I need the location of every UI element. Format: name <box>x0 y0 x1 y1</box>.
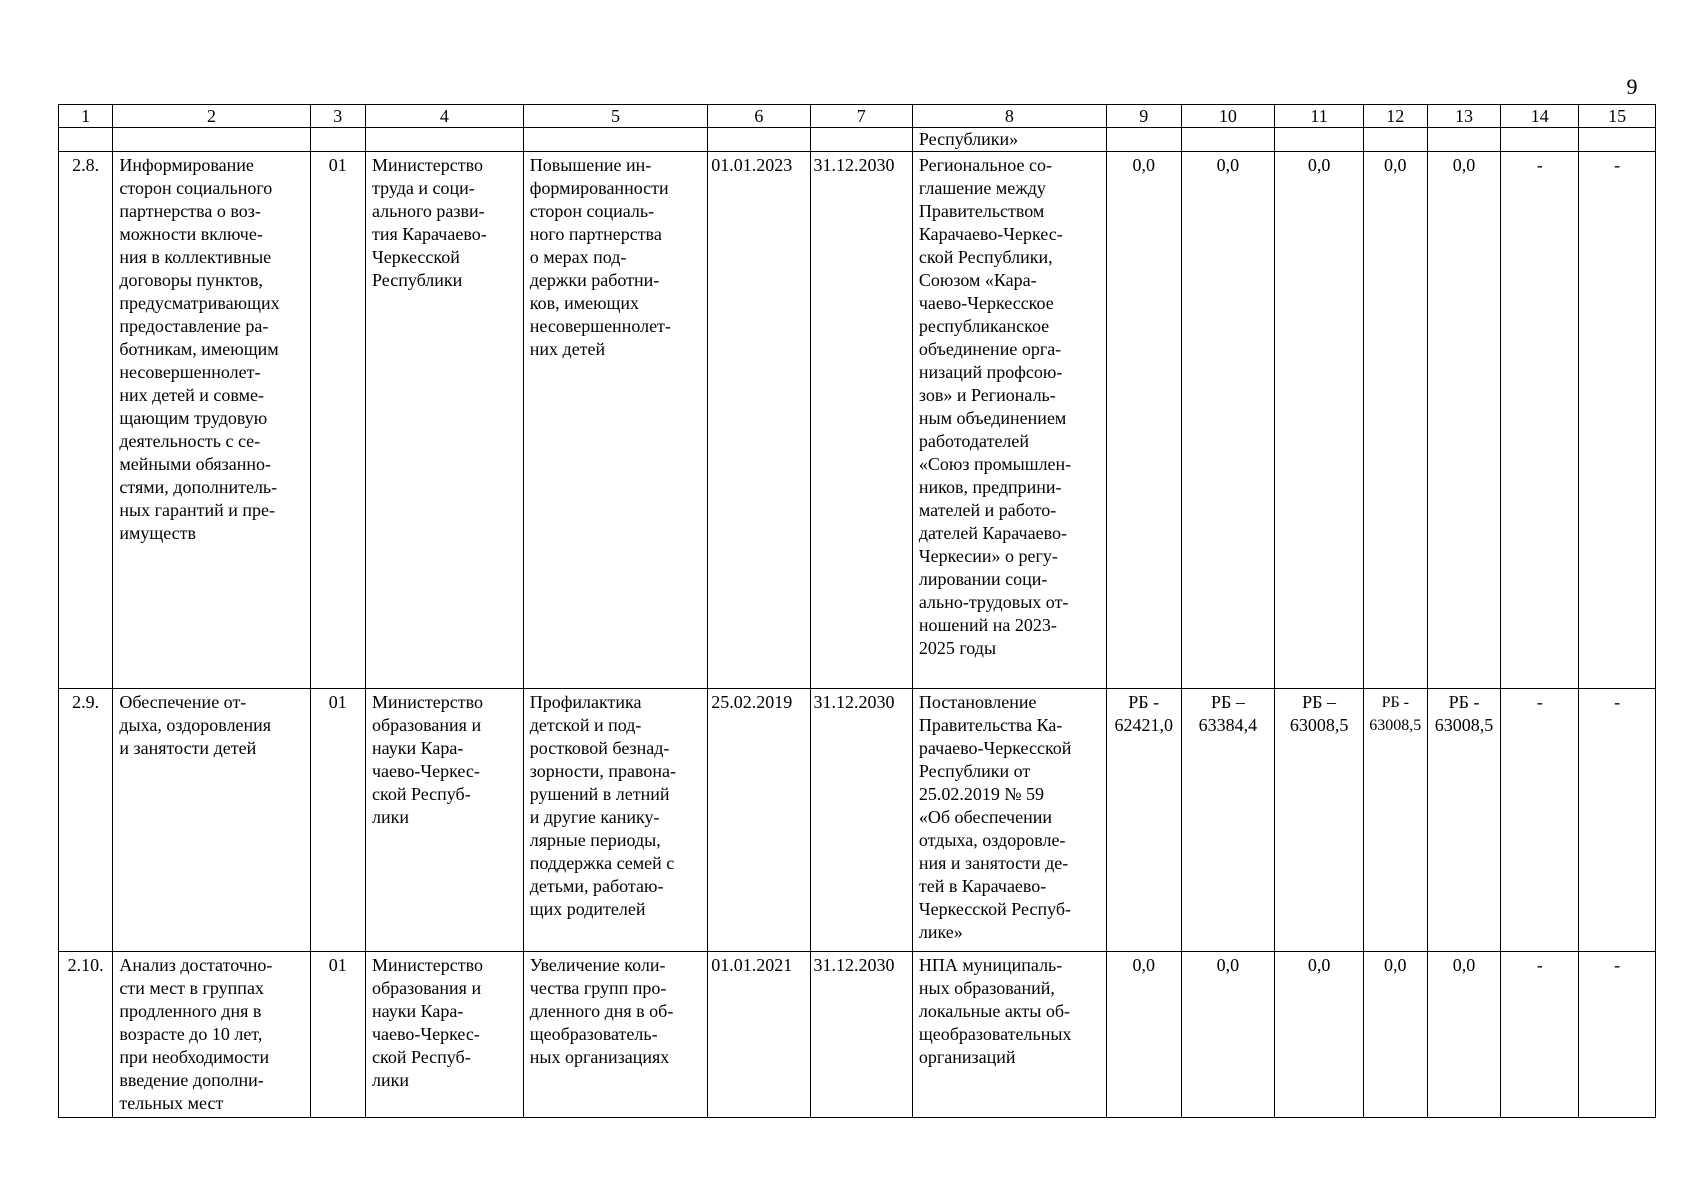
activity-description: Информирование сторон социального партнерства о воз- можности включе- ния в коллективные договоры пунктов, предусматривающих предоставление ра- ботникам, имеющим несовершеннолет- них детей и совме- щающим трудовую деятельность с се- мейными обязанно- стями, дополнитель- ных гарантий и пре- имуществ <box>113 152 310 689</box>
column-number: 5 <box>523 105 707 128</box>
funding-col11: РБ – 63008,5 <box>1275 689 1363 952</box>
funding-col13: РБ - 63008,5 <box>1427 689 1501 952</box>
start-date: 01.01.2023 <box>708 152 810 689</box>
column-number: 7 <box>810 105 912 128</box>
expected-result: Повышение ин- формированности сторон социаль- ного партнерства о мерах под- держки работни- ков, имеющих несовершеннолет- них детей <box>523 152 707 689</box>
funding-col11: 0,0 <box>1275 952 1363 1118</box>
funding-col15: - <box>1579 952 1656 1118</box>
expected-result: Увеличение коли- чества групп про- дленного дня в об- щеобразователь- ных организациях <box>523 952 707 1118</box>
funding-col10: 0,0 <box>1181 952 1275 1118</box>
column-number: 13 <box>1427 105 1501 128</box>
funding-col14: - <box>1501 952 1579 1118</box>
column-number: 11 <box>1275 105 1363 128</box>
table-row <box>59 689 1656 952</box>
column-number: 10 <box>1181 105 1275 128</box>
activity-code: 01 <box>310 152 365 689</box>
column-number: 14 <box>1501 105 1579 128</box>
column-number-row <box>59 105 1656 128</box>
funding-col15: - <box>1579 689 1656 952</box>
funding-col12: 0,0 <box>1363 952 1427 1118</box>
activity-description: Анализ достаточно- сти мест в группах продленного дня в возрасте до 10 лет, при необходимости введение дополни- тельных мест <box>113 952 310 1118</box>
column-number: 4 <box>366 105 524 128</box>
funding-col9: 0,0 <box>1106 152 1181 689</box>
start-date: 01.01.2021 <box>708 952 810 1118</box>
responsible-executor: Министерство труда и соци- ального разви- тия Карачаево- Черкесской Республики <box>366 152 524 689</box>
funding-col9: 0,0 <box>1106 952 1181 1118</box>
page-number: 9 <box>1626 74 1638 99</box>
end-date: 31.12.2030 <box>810 689 912 952</box>
funding-col14: - <box>1501 152 1579 689</box>
responsible-executor: Министерство образования и науки Кара- чаево-Черкес- ской Респуб- лики <box>366 952 524 1118</box>
column-number: 6 <box>708 105 810 128</box>
end-date: 31.12.2030 <box>810 152 912 689</box>
expected-result: Профилактика детской и под- ростковой безнад- зорности, правона- рушений в летний и другие канику- лярные периоды, поддержка семей с детьми, работаю- щих родителей <box>523 689 707 952</box>
table-row <box>59 152 1656 689</box>
activity-code: 01 <box>310 689 365 952</box>
funding-col10: 0,0 <box>1181 152 1275 689</box>
column-number: 12 <box>1363 105 1427 128</box>
funding-col12: РБ - 63008,5 <box>1363 689 1427 952</box>
column-number: 9 <box>1106 105 1181 128</box>
column-number: 1 <box>59 105 113 128</box>
end-date: 31.12.2030 <box>810 952 912 1118</box>
funding-col10: РБ – 63384,4 <box>1181 689 1275 952</box>
legal-basis: Региональное со- глашение между Правительством Карачаево-Черкес- ской Республики, Союзом «Кара- чаево-Черкесское республиканское объединение орга- низаций профсою- зов» и Региональ- ным объединением работодателей «Союз промышлен- ников, предприни- мателей и работо- дателей Карачаево- Черкесии» о регу- лировании соци- ально-трудовых от- ношений на 2023- 2025 годы <box>912 152 1106 689</box>
column-number: 8 <box>912 105 1106 128</box>
funding-col14: - <box>1501 689 1579 952</box>
funding-col12: 0,0 <box>1363 152 1427 689</box>
funding-col15: - <box>1579 152 1656 689</box>
row-number: 2.10. <box>59 952 113 1118</box>
start-date: 25.02.2019 <box>708 689 810 952</box>
continuation-text: Республики» <box>912 128 1106 152</box>
activity-description: Обеспечение от- дыха, оздоровления и занятости детей <box>113 689 310 952</box>
funding-col13: 0,0 <box>1427 152 1501 689</box>
activity-code: 01 <box>310 952 365 1118</box>
funding-col9: РБ - 62421,0 <box>1106 689 1181 952</box>
responsible-executor: Министерство образования и науки Кара- чаево-Черкес- ской Респуб- лики <box>366 689 524 952</box>
column-number: 15 <box>1579 105 1656 128</box>
funding-col13: 0,0 <box>1427 952 1501 1118</box>
continuation-row <box>59 128 1656 152</box>
funding-col11: 0,0 <box>1275 152 1363 689</box>
column-number: 3 <box>310 105 365 128</box>
row-number: 2.9. <box>59 689 113 952</box>
legal-basis: НПА муниципаль- ных образований, локальные акты об- щеобразовательных организаций <box>912 952 1106 1118</box>
column-number: 2 <box>113 105 310 128</box>
row-number: 2.8. <box>59 152 113 689</box>
legal-basis: Постановление Правительства Ка- рачаево-Черкесской Республики от 25.02.2019 № 59 «Об обеспечении отдыха, оздоровле- ния и занятости де- тей в Карачаево- Черкесской Респуб- лике» <box>912 689 1106 952</box>
table-row <box>59 952 1656 1118</box>
program-activities-table <box>58 104 1656 1118</box>
